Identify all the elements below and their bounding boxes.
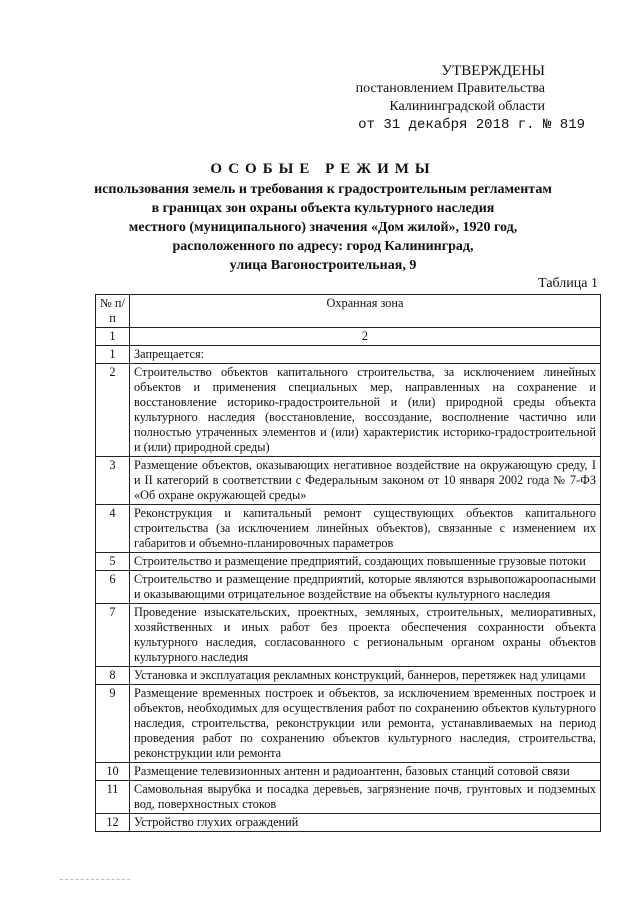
table-row — [96, 553, 601, 571]
row-text: Строительство объектов капитального строительства, за исключением линейных объектов и применения специальных мер, направленных на сохранение и восстановление историко-градостроительной и (или) природной среды объекта культурного наследия (восстановление, воссоздание, восполнение частично или полностью утраченных элементов и (или) характеристик историко-градостроительной и (или) природной среды) — [130, 364, 601, 457]
row-number: 3 — [96, 457, 130, 505]
table-row — [96, 346, 601, 364]
approval-line: постановлением Правительства — [355, 81, 545, 96]
row-number: 9 — [96, 685, 130, 763]
page-mark — [60, 879, 130, 881]
approval-line: Калининградской области — [389, 99, 545, 114]
table-row — [96, 763, 601, 781]
table-numbering-row — [96, 328, 601, 346]
heading-line: использования земель и требования к градостроительным регламентам — [94, 182, 552, 197]
document-heading — [78, 160, 568, 275]
row-number: 11 — [96, 781, 130, 814]
table-row — [96, 685, 601, 763]
row-number: 6 — [96, 571, 130, 604]
row-number: 4 — [96, 505, 130, 553]
row-number: 1 — [96, 346, 130, 364]
row-text: Размещение телевизионных антенн и радиоантенн, базовых станций сотовой связи — [130, 763, 601, 781]
row-text: Размещение временных построек и объектов, за исключением временных построек и объектов, необходимых для осуществления работ по сохранению объектов культурного наследия, строительства, реконструкции или ремонта, устанавливаемых на период проведения работ по сохранению объектов культурного наследия, строительства, реконструкции или ремонта — [130, 685, 601, 763]
row-number: 5 — [96, 553, 130, 571]
heading-line: расположенного по адресу: город Калининград, — [172, 239, 474, 254]
row-text: Строительство и размещение предприятий, создающих повышенные грузовые потоки — [130, 553, 601, 571]
approval-title: УТВЕРЖДЕНЫ — [441, 63, 545, 79]
table-row — [96, 505, 601, 553]
table-row — [96, 667, 601, 685]
document-title: ОСОБЫЕ РЕЖИМЫ — [210, 161, 436, 177]
numbering-cell: 2 — [130, 328, 601, 346]
heading-line: местного (муниципального) значения «Дом жилой», 1920 год, — [128, 220, 518, 235]
table-header-row — [96, 295, 601, 328]
table-row — [96, 814, 601, 832]
row-text: Запрещается: — [130, 346, 601, 364]
row-number: 2 — [96, 364, 130, 457]
row-number: 7 — [96, 604, 130, 667]
table-row — [96, 364, 601, 457]
heading-line: в границах зон охраны объекта культурного наследия — [151, 201, 495, 216]
table-row — [96, 604, 601, 667]
approval-block — [225, 62, 585, 134]
row-text: Установка и эксплуатация рекламных конструкций, баннеров, перетяжек над улицами — [130, 667, 601, 685]
table-label: Таблица 1 — [538, 276, 598, 291]
row-number: 12 — [96, 814, 130, 832]
header-zone-cell: Охранная зона — [130, 295, 601, 328]
row-text: Реконструкция и капитальный ремонт существующих объектов капитального строительства (за исключением линейных объектов), связанные с изменением их габаритов и объемно-планировочных параметров — [130, 505, 601, 553]
row-number: 10 — [96, 763, 130, 781]
row-text: Проведение изыскательских, проектных, земляных, строительных, мелиоративных, хозяйственных и иных работ без проекта обеспечения сохранности объекта культурного наследия, согласованного с региональным органом охраны объектов культурного наследия — [130, 604, 601, 667]
header-number-cell: № п/п — [96, 295, 130, 328]
heading-line: улица Вагоностроительная, 9 — [229, 258, 417, 273]
approval-date: от 31 декабря 2018 г. № 819 — [358, 117, 585, 133]
table-row — [96, 457, 601, 505]
row-number: 8 — [96, 667, 130, 685]
table-row — [96, 571, 601, 604]
row-text: Размещение объектов, оказывающих негативное воздействие на окружающую среду, I и II категорий в соответствии с Федеральным законом от 10 января 2002 года № 7-ФЗ «Об охране окружающей среды» — [130, 457, 601, 505]
table-body — [96, 346, 601, 832]
row-text: Устройство глухих ограждений — [130, 814, 601, 832]
row-text: Строительство и размещение предприятий, которые являются взрывопожароопасными и оказывающими отрицательное воздействие на объекты культурного наследия — [130, 571, 601, 604]
table-row — [96, 781, 601, 814]
zones-table — [95, 294, 601, 832]
row-text: Самовольная вырубка и посадка деревьев, загрязнение почв, грунтовых и подземных вод, поверхностных стоков — [130, 781, 601, 814]
numbering-cell: 1 — [96, 328, 130, 346]
